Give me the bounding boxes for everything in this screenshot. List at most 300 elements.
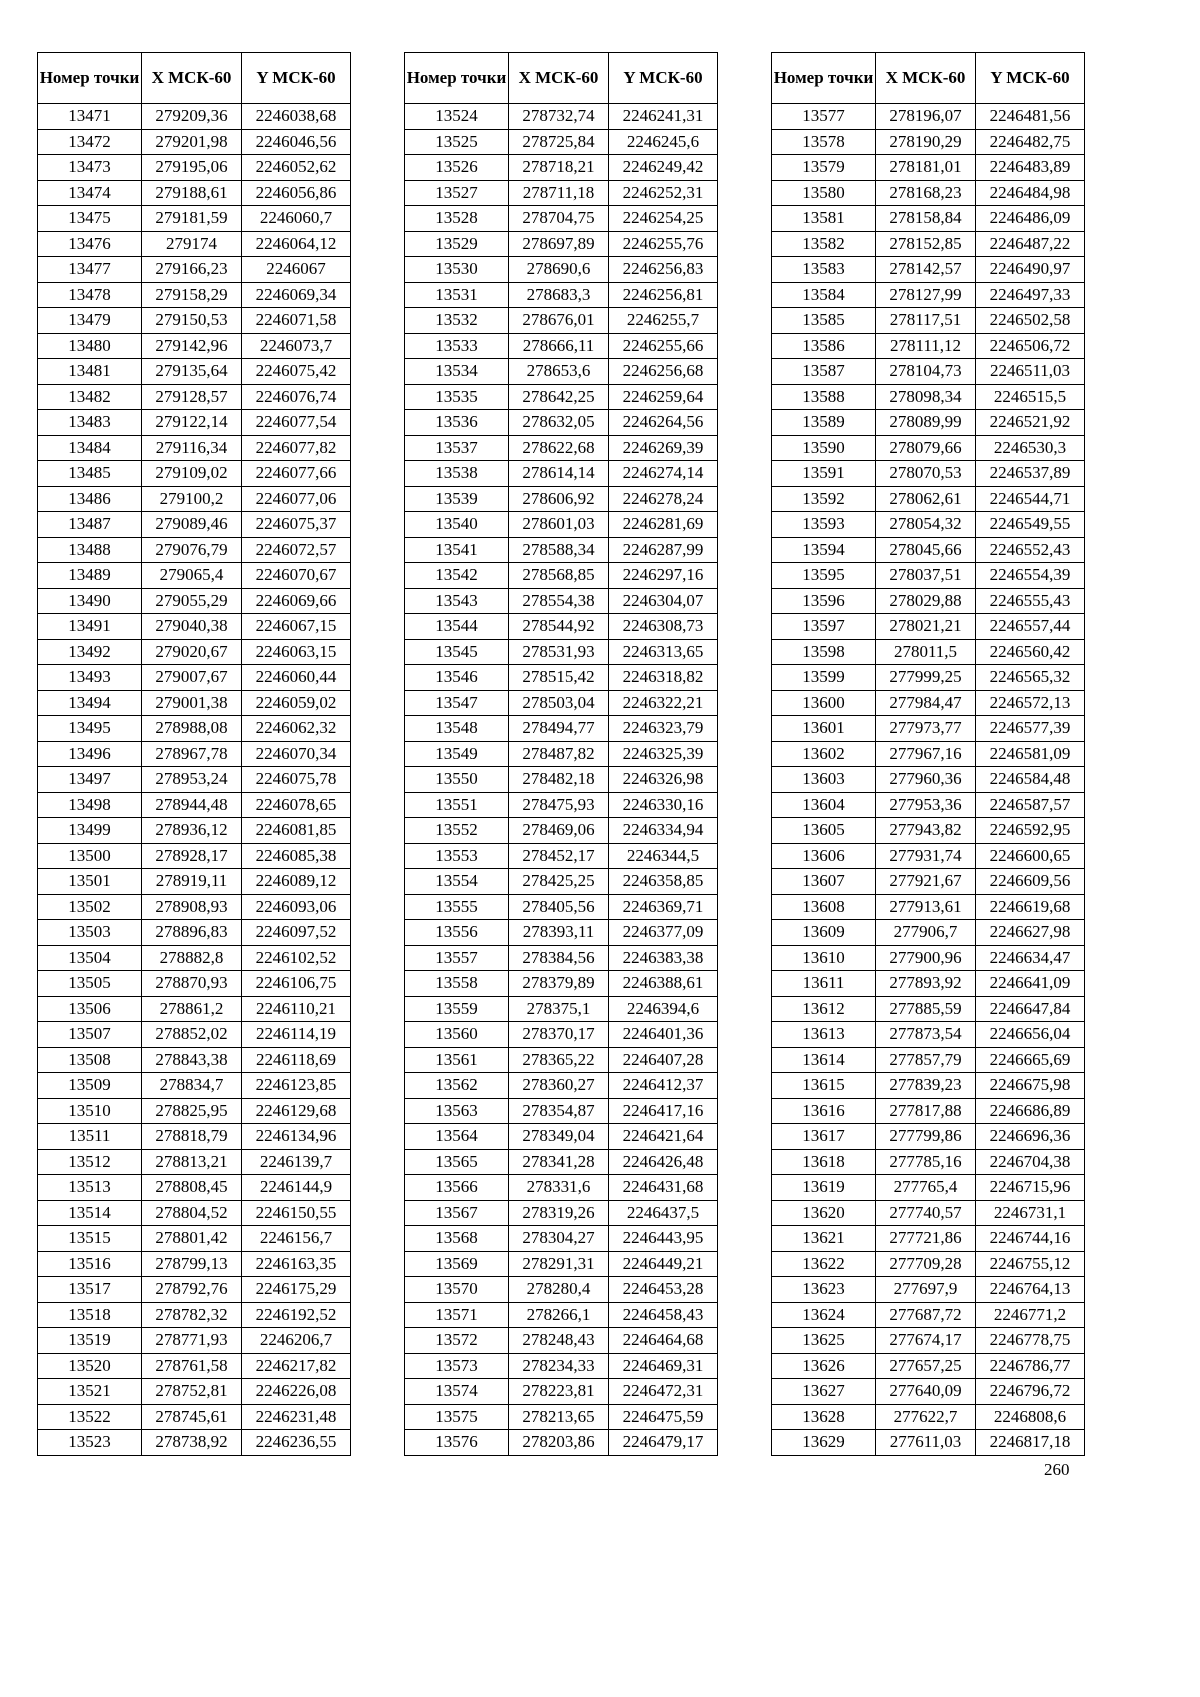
cell-y-coordinate: 2246325,39 (609, 741, 718, 767)
cell-point-number: 13494 (38, 690, 142, 716)
cell-point-number: 13576 (405, 1430, 509, 1456)
cell-x-coordinate: 278919,11 (142, 869, 242, 895)
cell-y-coordinate: 2246123,85 (242, 1073, 351, 1099)
table-row (405, 843, 718, 869)
cell-y-coordinate: 2246059,02 (242, 690, 351, 716)
table-row (38, 1047, 351, 1073)
cell-x-coordinate: 279158,29 (142, 282, 242, 308)
cell-y-coordinate: 2246236,55 (242, 1430, 351, 1456)
cell-point-number: 13533 (405, 333, 509, 359)
table-row (38, 639, 351, 665)
cell-point-number: 13618 (772, 1149, 876, 1175)
table-row (405, 1379, 718, 1405)
cell-y-coordinate: 2246581,09 (976, 741, 1085, 767)
table-row (38, 461, 351, 487)
cell-x-coordinate: 278808,45 (142, 1175, 242, 1201)
table-row (405, 359, 718, 385)
table-row (405, 1328, 718, 1354)
table-row (38, 818, 351, 844)
cell-point-number: 13509 (38, 1073, 142, 1099)
cell-point-number: 13489 (38, 563, 142, 589)
cell-y-coordinate: 2246073,7 (242, 333, 351, 359)
cell-x-coordinate: 278196,07 (876, 104, 976, 130)
table-row (405, 1353, 718, 1379)
cell-point-number: 13488 (38, 537, 142, 563)
cell-y-coordinate: 2246144,9 (242, 1175, 351, 1201)
table-row (38, 1073, 351, 1099)
cell-y-coordinate: 2246274,14 (609, 461, 718, 487)
cell-y-coordinate: 2246421,64 (609, 1124, 718, 1150)
table-row (405, 512, 718, 538)
cell-y-coordinate: 2246464,68 (609, 1328, 718, 1354)
cell-y-coordinate: 2246394,6 (609, 996, 718, 1022)
cell-x-coordinate: 279201,98 (142, 129, 242, 155)
table-row (772, 690, 1085, 716)
cell-point-number: 13504 (38, 945, 142, 971)
cell-y-coordinate: 2246486,09 (976, 206, 1085, 232)
cell-y-coordinate: 2246549,55 (976, 512, 1085, 538)
cell-y-coordinate: 2246313,65 (609, 639, 718, 665)
cell-y-coordinate: 2246085,38 (242, 843, 351, 869)
cell-y-coordinate: 2246062,32 (242, 716, 351, 742)
cell-y-coordinate: 2246056,86 (242, 180, 351, 206)
cell-x-coordinate: 278111,12 (876, 333, 976, 359)
cell-point-number: 13609 (772, 920, 876, 946)
cell-x-coordinate: 277967,16 (876, 741, 976, 767)
cell-point-number: 13541 (405, 537, 509, 563)
cell-y-coordinate: 2246544,71 (976, 486, 1085, 512)
cell-y-coordinate: 2246609,56 (976, 869, 1085, 895)
table-row (772, 741, 1085, 767)
table-row (38, 767, 351, 793)
cell-x-coordinate: 278718,21 (509, 155, 609, 181)
cell-y-coordinate: 2246453,28 (609, 1277, 718, 1303)
table-row (405, 435, 718, 461)
cell-y-coordinate: 2246560,42 (976, 639, 1085, 665)
cell-x-coordinate: 277687,72 (876, 1302, 976, 1328)
cell-point-number: 13622 (772, 1251, 876, 1277)
header-point-number: Номер точки (772, 53, 876, 104)
cell-x-coordinate: 278944,48 (142, 792, 242, 818)
cell-point-number: 13619 (772, 1175, 876, 1201)
table-row (772, 792, 1085, 818)
table-row (38, 1353, 351, 1379)
cell-x-coordinate: 278168,23 (876, 180, 976, 206)
cell-y-coordinate: 2246437,5 (609, 1200, 718, 1226)
cell-x-coordinate: 278834,7 (142, 1073, 242, 1099)
table-row (405, 1200, 718, 1226)
cell-point-number: 13487 (38, 512, 142, 538)
table-row (772, 180, 1085, 206)
table-row (38, 665, 351, 691)
cell-y-coordinate: 2246072,57 (242, 537, 351, 563)
cell-y-coordinate: 2246081,85 (242, 818, 351, 844)
table-row (405, 1302, 718, 1328)
cell-point-number: 13590 (772, 435, 876, 461)
cell-point-number: 13595 (772, 563, 876, 589)
cell-point-number: 13604 (772, 792, 876, 818)
cell-x-coordinate: 278711,18 (509, 180, 609, 206)
cell-x-coordinate: 278070,53 (876, 461, 976, 487)
cell-point-number: 13613 (772, 1022, 876, 1048)
cell-x-coordinate: 278843,38 (142, 1047, 242, 1073)
cell-point-number: 13593 (772, 512, 876, 538)
table-row (38, 435, 351, 461)
cell-point-number: 13478 (38, 282, 142, 308)
cell-y-coordinate: 2246254,25 (609, 206, 718, 232)
cell-point-number: 13572 (405, 1328, 509, 1354)
cell-y-coordinate: 2246334,94 (609, 818, 718, 844)
cell-y-coordinate: 2246255,7 (609, 308, 718, 334)
cell-y-coordinate: 2246330,16 (609, 792, 718, 818)
cell-y-coordinate: 2246587,57 (976, 792, 1085, 818)
cell-x-coordinate: 277640,09 (876, 1379, 976, 1405)
cell-y-coordinate: 2246070,34 (242, 741, 351, 767)
cell-x-coordinate: 278801,42 (142, 1226, 242, 1252)
table-row (38, 869, 351, 895)
cell-point-number: 13585 (772, 308, 876, 334)
cell-point-number: 13547 (405, 690, 509, 716)
cell-y-coordinate: 2246383,38 (609, 945, 718, 971)
table-row (405, 1149, 718, 1175)
cell-x-coordinate: 278152,85 (876, 231, 976, 257)
table-row (38, 563, 351, 589)
cell-point-number: 13555 (405, 894, 509, 920)
cell-point-number: 13492 (38, 639, 142, 665)
cell-y-coordinate: 2246521,92 (976, 410, 1085, 436)
cell-x-coordinate: 278752,81 (142, 1379, 242, 1405)
table-row (405, 1277, 718, 1303)
cell-point-number: 13522 (38, 1404, 142, 1430)
cell-point-number: 13580 (772, 180, 876, 206)
cell-point-number: 13499 (38, 818, 142, 844)
header-point-number: Номер точки (38, 53, 142, 104)
cell-point-number: 13523 (38, 1430, 142, 1456)
cell-x-coordinate: 278908,93 (142, 894, 242, 920)
table-row (38, 843, 351, 869)
cell-x-coordinate: 278606,92 (509, 486, 609, 512)
cell-point-number: 13518 (38, 1302, 142, 1328)
cell-x-coordinate: 277785,16 (876, 1149, 976, 1175)
table-row (405, 1124, 718, 1150)
table-row (405, 818, 718, 844)
cell-x-coordinate: 278761,58 (142, 1353, 242, 1379)
cell-x-coordinate: 278365,22 (509, 1047, 609, 1073)
table-row (38, 1379, 351, 1405)
table-row (38, 1200, 351, 1226)
cell-x-coordinate: 278503,04 (509, 690, 609, 716)
table-row (772, 1073, 1085, 1099)
cell-y-coordinate: 2246326,98 (609, 767, 718, 793)
cell-y-coordinate: 2246217,82 (242, 1353, 351, 1379)
cell-y-coordinate: 2246401,36 (609, 1022, 718, 1048)
cell-y-coordinate: 2246264,56 (609, 410, 718, 436)
table-row (38, 359, 351, 385)
table-row (405, 588, 718, 614)
cell-y-coordinate: 2246175,29 (242, 1277, 351, 1303)
cell-x-coordinate: 278653,6 (509, 359, 609, 385)
cell-x-coordinate: 277999,25 (876, 665, 976, 691)
cell-point-number: 13513 (38, 1175, 142, 1201)
cell-point-number: 13514 (38, 1200, 142, 1226)
cell-x-coordinate: 277943,82 (876, 818, 976, 844)
cell-x-coordinate: 278861,2 (142, 996, 242, 1022)
cell-x-coordinate: 279076,79 (142, 537, 242, 563)
cell-x-coordinate: 278475,93 (509, 792, 609, 818)
table-row (405, 1430, 718, 1456)
cell-y-coordinate: 2246102,52 (242, 945, 351, 971)
cell-y-coordinate: 2246412,37 (609, 1073, 718, 1099)
cell-x-coordinate: 277953,36 (876, 792, 976, 818)
cell-x-coordinate: 277740,57 (876, 1200, 976, 1226)
table-row (772, 1022, 1085, 1048)
cell-point-number: 13587 (772, 359, 876, 385)
cell-point-number: 13482 (38, 384, 142, 410)
cell-x-coordinate: 278697,89 (509, 231, 609, 257)
cell-x-coordinate: 278738,92 (142, 1430, 242, 1456)
table-row (38, 1277, 351, 1303)
table-row (405, 155, 718, 181)
cell-y-coordinate: 2246038,68 (242, 104, 351, 130)
table-row (772, 308, 1085, 334)
table-row (38, 1302, 351, 1328)
cell-x-coordinate: 277973,77 (876, 716, 976, 742)
cell-point-number: 13540 (405, 512, 509, 538)
cell-y-coordinate: 2246506,72 (976, 333, 1085, 359)
cell-y-coordinate: 2246110,21 (242, 996, 351, 1022)
cell-y-coordinate: 2246139,7 (242, 1149, 351, 1175)
table-row (38, 1149, 351, 1175)
table-row (405, 257, 718, 283)
cell-x-coordinate: 278469,06 (509, 818, 609, 844)
table-row (405, 308, 718, 334)
cell-point-number: 13524 (405, 104, 509, 130)
cell-x-coordinate: 278601,03 (509, 512, 609, 538)
cell-point-number: 13558 (405, 971, 509, 997)
table-row (772, 614, 1085, 640)
cell-y-coordinate: 2246278,24 (609, 486, 718, 512)
table-row (405, 180, 718, 206)
cell-x-coordinate: 278158,84 (876, 206, 976, 232)
cell-y-coordinate: 2246502,58 (976, 308, 1085, 334)
table-row (772, 716, 1085, 742)
cell-point-number: 13498 (38, 792, 142, 818)
cell-point-number: 13610 (772, 945, 876, 971)
cell-y-coordinate: 2246089,12 (242, 869, 351, 895)
cell-x-coordinate: 278813,21 (142, 1149, 242, 1175)
table-row (772, 512, 1085, 538)
cell-point-number: 13528 (405, 206, 509, 232)
cell-x-coordinate: 279089,46 (142, 512, 242, 538)
cell-y-coordinate: 2246255,66 (609, 333, 718, 359)
coordinates-table-1 (37, 52, 351, 1456)
table-row (772, 359, 1085, 385)
cell-point-number: 13537 (405, 435, 509, 461)
table-row (772, 1047, 1085, 1073)
cell-point-number: 13611 (772, 971, 876, 997)
cell-x-coordinate: 278936,12 (142, 818, 242, 844)
cell-y-coordinate: 2246469,31 (609, 1353, 718, 1379)
cell-point-number: 13519 (38, 1328, 142, 1354)
cell-y-coordinate: 2246565,32 (976, 665, 1085, 691)
cell-point-number: 13565 (405, 1149, 509, 1175)
cell-y-coordinate: 2246796,72 (976, 1379, 1085, 1405)
cell-point-number: 13511 (38, 1124, 142, 1150)
cell-x-coordinate: 277622,7 (876, 1404, 976, 1430)
cell-x-coordinate: 278045,66 (876, 537, 976, 563)
cell-y-coordinate: 2246490,97 (976, 257, 1085, 283)
cell-y-coordinate: 2246771,2 (976, 1302, 1085, 1328)
cell-y-coordinate: 2246077,54 (242, 410, 351, 436)
table-row (38, 792, 351, 818)
cell-y-coordinate: 2246600,65 (976, 843, 1085, 869)
cell-x-coordinate: 278370,17 (509, 1022, 609, 1048)
cell-x-coordinate: 278896,83 (142, 920, 242, 946)
cell-x-coordinate: 278127,99 (876, 282, 976, 308)
cell-x-coordinate: 278354,87 (509, 1098, 609, 1124)
cell-y-coordinate: 2246482,75 (976, 129, 1085, 155)
table-row (772, 1430, 1085, 1456)
cell-x-coordinate: 279055,29 (142, 588, 242, 614)
cell-x-coordinate: 278531,93 (509, 639, 609, 665)
cell-point-number: 13563 (405, 1098, 509, 1124)
table-row (405, 1175, 718, 1201)
cell-point-number: 13615 (772, 1073, 876, 1099)
cell-y-coordinate: 2246308,73 (609, 614, 718, 640)
cell-x-coordinate: 278037,51 (876, 563, 976, 589)
cell-x-coordinate: 278104,73 (876, 359, 976, 385)
cell-point-number: 13495 (38, 716, 142, 742)
table-row (405, 129, 718, 155)
cell-x-coordinate: 277921,67 (876, 869, 976, 895)
table-row (38, 129, 351, 155)
table-row (38, 155, 351, 181)
table-row (405, 486, 718, 512)
cell-point-number: 13570 (405, 1277, 509, 1303)
table-row (38, 690, 351, 716)
cell-x-coordinate: 278870,93 (142, 971, 242, 997)
cell-y-coordinate: 2246245,6 (609, 129, 718, 155)
cell-point-number: 13535 (405, 384, 509, 410)
cell-y-coordinate: 2246407,28 (609, 1047, 718, 1073)
cell-y-coordinate: 2246744,16 (976, 1226, 1085, 1252)
cell-x-coordinate: 278393,11 (509, 920, 609, 946)
cell-y-coordinate: 2246231,48 (242, 1404, 351, 1430)
table-row (405, 1022, 718, 1048)
table-row (38, 971, 351, 997)
cell-y-coordinate: 2246259,64 (609, 384, 718, 410)
cell-x-coordinate: 278266,1 (509, 1302, 609, 1328)
cell-x-coordinate: 277984,47 (876, 690, 976, 716)
cell-y-coordinate: 2246156,7 (242, 1226, 351, 1252)
cell-x-coordinate: 279001,38 (142, 690, 242, 716)
cell-y-coordinate: 2246647,84 (976, 996, 1085, 1022)
cell-point-number: 13510 (38, 1098, 142, 1124)
cell-x-coordinate: 279181,59 (142, 206, 242, 232)
cell-x-coordinate: 278425,25 (509, 869, 609, 895)
cell-x-coordinate: 277765,4 (876, 1175, 976, 1201)
cell-y-coordinate: 2246808,6 (976, 1404, 1085, 1430)
cell-point-number: 13473 (38, 155, 142, 181)
cell-x-coordinate: 279040,38 (142, 614, 242, 640)
cell-x-coordinate: 278117,51 (876, 308, 976, 334)
cell-x-coordinate: 278054,32 (876, 512, 976, 538)
cell-point-number: 13550 (405, 767, 509, 793)
cell-y-coordinate: 2246619,68 (976, 894, 1085, 920)
cell-x-coordinate: 279007,67 (142, 665, 242, 691)
cell-point-number: 13577 (772, 104, 876, 130)
cell-x-coordinate: 279150,53 (142, 308, 242, 334)
cell-x-coordinate: 278142,57 (876, 257, 976, 283)
cell-y-coordinate: 2246715,96 (976, 1175, 1085, 1201)
header-x: X МСК-60 (142, 53, 242, 104)
cell-y-coordinate: 2246458,43 (609, 1302, 718, 1328)
table-row (405, 869, 718, 895)
table-row (772, 665, 1085, 691)
table-row (772, 996, 1085, 1022)
cell-x-coordinate: 278079,66 (876, 435, 976, 461)
cell-x-coordinate: 278928,17 (142, 843, 242, 869)
cell-y-coordinate: 2246075,78 (242, 767, 351, 793)
table-row (772, 1251, 1085, 1277)
table-row (38, 1022, 351, 1048)
cell-y-coordinate: 2246077,66 (242, 461, 351, 487)
cell-point-number: 13592 (772, 486, 876, 512)
cell-point-number: 13566 (405, 1175, 509, 1201)
cell-point-number: 13581 (772, 206, 876, 232)
cell-point-number: 13500 (38, 843, 142, 869)
cell-point-number: 13624 (772, 1302, 876, 1328)
cell-point-number: 13620 (772, 1200, 876, 1226)
cell-y-coordinate: 2246641,09 (976, 971, 1085, 997)
cell-point-number: 13561 (405, 1047, 509, 1073)
cell-y-coordinate: 2246443,95 (609, 1226, 718, 1252)
cell-x-coordinate: 278291,31 (509, 1251, 609, 1277)
cell-point-number: 13476 (38, 231, 142, 257)
cell-point-number: 13480 (38, 333, 142, 359)
cell-y-coordinate: 2246377,09 (609, 920, 718, 946)
cell-x-coordinate: 278792,76 (142, 1277, 242, 1303)
cell-y-coordinate: 2246515,5 (976, 384, 1085, 410)
cell-y-coordinate: 2246497,33 (976, 282, 1085, 308)
cell-point-number: 13508 (38, 1047, 142, 1073)
cell-y-coordinate: 2246060,44 (242, 665, 351, 691)
cell-point-number: 13556 (405, 920, 509, 946)
cell-y-coordinate: 2246076,74 (242, 384, 351, 410)
cell-x-coordinate: 278331,6 (509, 1175, 609, 1201)
cell-x-coordinate: 277611,03 (876, 1430, 976, 1456)
cell-x-coordinate: 279116,34 (142, 435, 242, 461)
table-row (38, 716, 351, 742)
cell-x-coordinate: 278588,34 (509, 537, 609, 563)
header-x: X МСК-60 (876, 53, 976, 104)
cell-y-coordinate: 2246322,21 (609, 690, 718, 716)
table-row (38, 512, 351, 538)
cell-point-number: 13503 (38, 920, 142, 946)
table-row (38, 1328, 351, 1354)
cell-x-coordinate: 278349,04 (509, 1124, 609, 1150)
cell-x-coordinate: 278487,82 (509, 741, 609, 767)
cell-x-coordinate: 277873,54 (876, 1022, 976, 1048)
coordinates-table-3 (771, 52, 1085, 1456)
cell-y-coordinate: 2246077,06 (242, 486, 351, 512)
cell-x-coordinate: 279195,06 (142, 155, 242, 181)
table-row (38, 1175, 351, 1201)
cell-y-coordinate: 2246665,69 (976, 1047, 1085, 1073)
header-y: Y МСК-60 (609, 53, 718, 104)
cell-point-number: 13483 (38, 410, 142, 436)
cell-y-coordinate: 2246281,69 (609, 512, 718, 538)
